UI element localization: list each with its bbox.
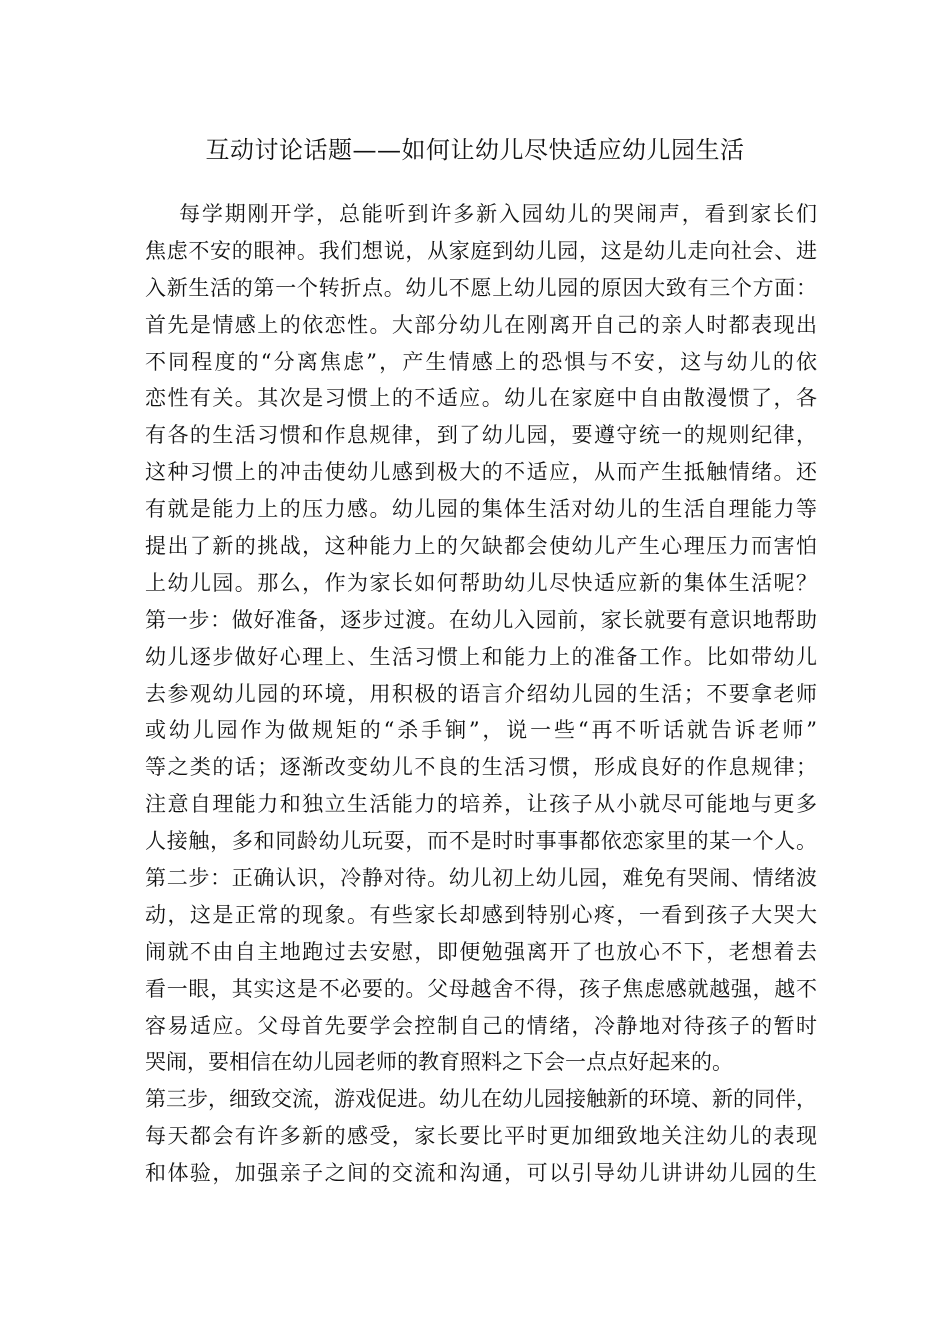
text-line: 上幼儿园。那么，作为家长如何帮助幼儿尽快适应新的集体生活呢？ <box>145 570 817 595</box>
text-line: 这种习惯上的冲击使幼儿感到极大的不适应，从而产生抵触情绪。还 <box>145 460 817 485</box>
text-line: 第一步：做好准备，逐步过渡。在幼儿入园前，家长就要有意识地帮助 <box>145 607 817 632</box>
text-line: 首先是情感上的依恋性。大部分幼儿在刚离开自己的亲人时都表现出 <box>145 312 817 337</box>
text-line: 闹就不由自主地跑过去安慰，即便勉强离开了也放心不下，老想着去 <box>145 939 817 964</box>
text-line: 第二步：正确认识，冷静对待。幼儿初上幼儿园，难免有哭闹、情绪波 <box>145 866 817 891</box>
text-line: 哭闹，要相信在幼儿园老师的教育照料之下会一点点好起来的。 <box>145 1050 733 1075</box>
text-line: 去参观幼儿园的环境，用积极的语言介绍幼儿园的生活；不要拿老师 <box>145 681 817 706</box>
text-line: 有就是能力上的压力感。幼儿园的集体生活对幼儿的生活自理能力等 <box>145 497 817 522</box>
document-body <box>145 196 817 1192</box>
text-line: 焦虑不安的眼神。我们想说，从家庭到幼儿园，这是幼儿走向社会、进 <box>145 238 817 263</box>
text-line: 第三步，细致交流，游戏促进。幼儿在幼儿园接触新的环境、新的同伴， <box>145 1087 817 1112</box>
text-line: 不同程度的“分离焦虑”，产生情感上的恐惧与不安，这与幼儿的依 <box>145 349 817 374</box>
text-line: 幼儿逐步做好心理上、生活习惯上和能力上的准备工作。比如带幼儿 <box>145 644 817 669</box>
text-line: 提出了新的挑战，这种能力上的欠缺都会使幼儿产生心理压力而害怕 <box>145 534 817 559</box>
text-line: 和体验，加强亲子之间的交流和沟通，可以引导幼儿讲讲幼儿园的生 <box>145 1161 817 1186</box>
text-line: 容易适应。父母首先要学会控制自己的情绪，冷静地对待孩子的暂时 <box>145 1013 817 1038</box>
text-line: 每学期刚开学，总能听到许多新入园幼儿的哭闹声，看到家长们 <box>179 202 817 226</box>
text-line: 注意自理能力和独立生活能力的培养，让孩子从小就尽可能地与更多 <box>145 792 817 817</box>
text-line: 入新生活的第一个转折点。幼儿不愿上幼儿园的原因大致有三个方面： <box>145 275 817 300</box>
text-line: 人接触，多和同龄幼儿玩耍，而不是时时事事都依恋家里的某一个人。 <box>145 829 817 854</box>
document-title: 互动讨论话题——如何让幼儿尽快适应幼儿园生活 <box>205 136 745 164</box>
text-line: 等之类的话；逐渐改变幼儿不良的生活习惯，形成良好的作息规律； <box>145 755 817 780</box>
text-line: 每天都会有许多新的感受，家长要比平时更加细致地关注幼儿的表现 <box>145 1124 817 1149</box>
text-line: 看一眼，其实这是不必要的。父母越舍不得，孩子焦虑感就越强，越不 <box>145 976 817 1001</box>
text-line: 有各的生活习惯和作息规律，到了幼儿园，要遵守统一的规则纪律， <box>145 423 817 448</box>
text-line: 恋性有关。其次是习惯上的不适应。幼儿在家庭中自由散漫惯了，各 <box>145 386 817 411</box>
text-line: 或幼儿园作为做规矩的“杀手锏”，说一些“再不听话就告诉老师” <box>145 718 817 743</box>
text-line: 动，这是正常的现象。有些家长却感到特别心疼，一看到孩子大哭大 <box>145 902 817 927</box>
